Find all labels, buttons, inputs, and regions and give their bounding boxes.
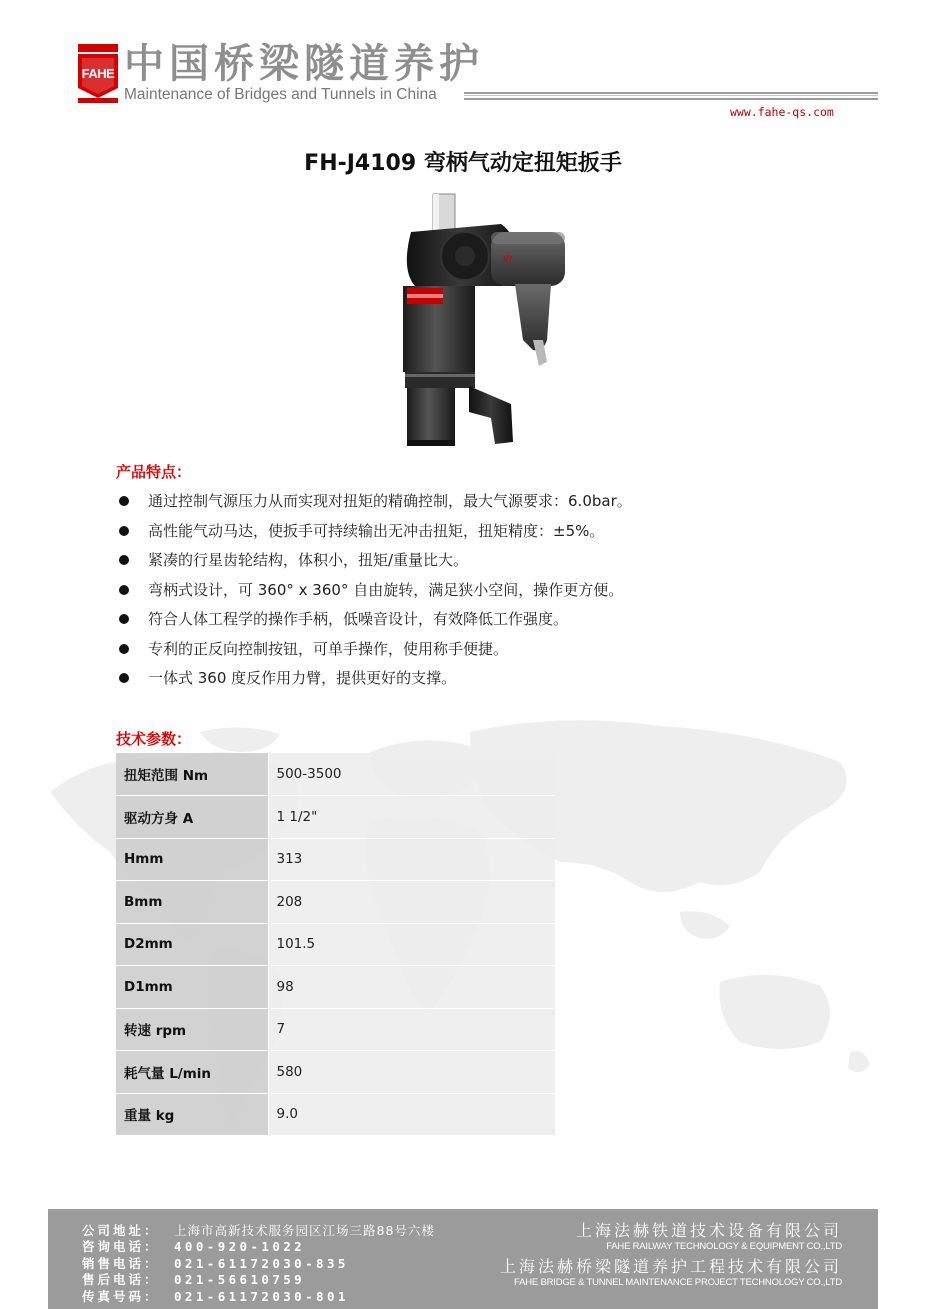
header-title-cn: 中国桥梁隧道养护 — [124, 41, 484, 87]
list-item — [116, 518, 816, 548]
bullet-icon — [119, 555, 129, 565]
bullet-icon — [119, 644, 129, 654]
contact-value: 021-61172030-835 — [174, 1255, 349, 1271]
feature-text: 一体式 360 度反作用力臂，提供更好的支撑。 — [148, 669, 457, 687]
table-row — [116, 796, 555, 839]
company-names — [500, 1221, 842, 1289]
list-item — [116, 577, 816, 607]
feature-text: 弯柄式设计，可 360° x 360° 自由旋转，满足狭小空间，操作更方便。 — [148, 580, 624, 599]
website-link[interactable]: www.fahe-qs.com — [730, 105, 834, 119]
company1-name-cn: 上海法赫铁道技术设备有限公司 — [575, 1221, 842, 1240]
bullet-icon — [119, 585, 129, 595]
spec-value: 7 — [268, 1008, 555, 1051]
spec-value: 9.0 — [268, 1093, 555, 1136]
contact-fax — [82, 1289, 435, 1305]
spec-key: Bmm — [116, 881, 268, 924]
bullet-icon — [119, 496, 129, 506]
contact-info — [82, 1223, 435, 1305]
list-item — [116, 606, 816, 636]
contact-sales — [82, 1256, 435, 1272]
feature-text: 符合人体工程学的操作手柄，低噪音设计，有效降低工作强度。 — [148, 610, 569, 628]
list-item — [116, 547, 816, 577]
table-row — [116, 881, 555, 924]
spec-value: 208 — [268, 881, 555, 924]
fahe-logo-icon — [76, 42, 120, 104]
contact-value: 上海市高新技术服务园区江场三路88号六楼 — [174, 1223, 435, 1238]
table-row — [116, 1093, 555, 1136]
spec-key: 耗气量 L/min — [116, 1051, 268, 1094]
company2-name-cn: 上海法赫桥梁隧道养护工程技术有限公司 — [499, 1257, 842, 1276]
features-heading: 产品特点： — [116, 463, 192, 481]
product-title: FH-J4109 弯柄气动定扭矩扳手 — [304, 151, 622, 176]
list-item — [116, 636, 816, 666]
contact-label: 公司地址： — [82, 1223, 160, 1238]
spec-value: 101.5 — [268, 923, 555, 966]
spec-key: Hmm — [116, 838, 268, 881]
table-row — [116, 1051, 555, 1094]
list-item — [116, 488, 816, 518]
spec-value: 98 — [268, 966, 555, 1009]
footer — [48, 1209, 878, 1309]
contact-label: 销售电话： — [82, 1255, 160, 1271]
table-row — [116, 1008, 555, 1051]
spec-value: 313 — [268, 838, 555, 881]
company1-name-en: FAHE RAILWAY TECHNOLOGY & EQUIPMENT CO.,LTD — [606, 1241, 842, 1252]
contact-value: 021-56610759 — [174, 1272, 306, 1288]
list-item — [116, 665, 816, 695]
pneumatic-torque-wrench-icon — [383, 190, 583, 452]
table-row — [116, 923, 555, 966]
feature-text: 紧凑的行星齿轮结构，体积小，扭矩/重量比大。 — [148, 551, 469, 569]
table-row — [116, 753, 555, 796]
spec-key: 扭矩范围 Nm — [116, 753, 268, 796]
feature-text: 高性能气动马达，使扳手可持续输出无冲击扭矩，扭矩精度：±5%。 — [148, 521, 605, 540]
bullet-icon — [119, 614, 129, 624]
table-row — [116, 966, 555, 1009]
contact-address — [82, 1223, 435, 1239]
contact-hotline — [82, 1239, 435, 1255]
spec-value: 500-3500 — [268, 753, 555, 796]
contact-label: 售后电话： — [82, 1272, 160, 1288]
feature-text: 专利的正反向控制按钮，可单手操作，使用称手便捷。 — [148, 639, 509, 658]
contact-value: 400-920-1022 — [174, 1239, 306, 1255]
contact-label: 咨询电话： — [82, 1239, 160, 1255]
bullet-icon — [119, 673, 129, 683]
spec-key: 驱动方身 A — [116, 796, 268, 839]
feature-text: 通过控制气源压力从而实现对扭矩的精确控制，最大气源要求：6.0bar。 — [148, 492, 632, 510]
contact-label: 传真号码： — [82, 1288, 160, 1304]
spec-table — [116, 753, 555, 1136]
company2-name-en: FAHE BRIDGE & TUNNEL MAINTENANCE PROJECT TECHNOLOGY CO.,LTD — [514, 1277, 842, 1288]
header-title-en: Maintenance of Bridges and Tunnels in China — [124, 86, 437, 103]
spec-value: 1 1/2" — [268, 796, 555, 839]
spec-key: D1mm — [116, 966, 268, 1009]
spec-key: 转速 rpm — [116, 1008, 268, 1051]
svg-text:IR: IR — [503, 254, 512, 264]
table-row — [116, 838, 555, 881]
contact-value: 021-61172030-801 — [174, 1288, 349, 1304]
features-list — [116, 488, 816, 695]
svg-text:FAHE: FAHE — [81, 66, 115, 81]
bullet-icon — [119, 526, 129, 536]
spec-value: 580 — [268, 1051, 555, 1094]
spec-key: D2mm — [116, 923, 268, 966]
header-divider — [464, 92, 878, 100]
contact-service — [82, 1272, 435, 1288]
spec-key: 重量 kg — [116, 1093, 268, 1136]
specs-heading: 技术参数： — [116, 730, 192, 748]
